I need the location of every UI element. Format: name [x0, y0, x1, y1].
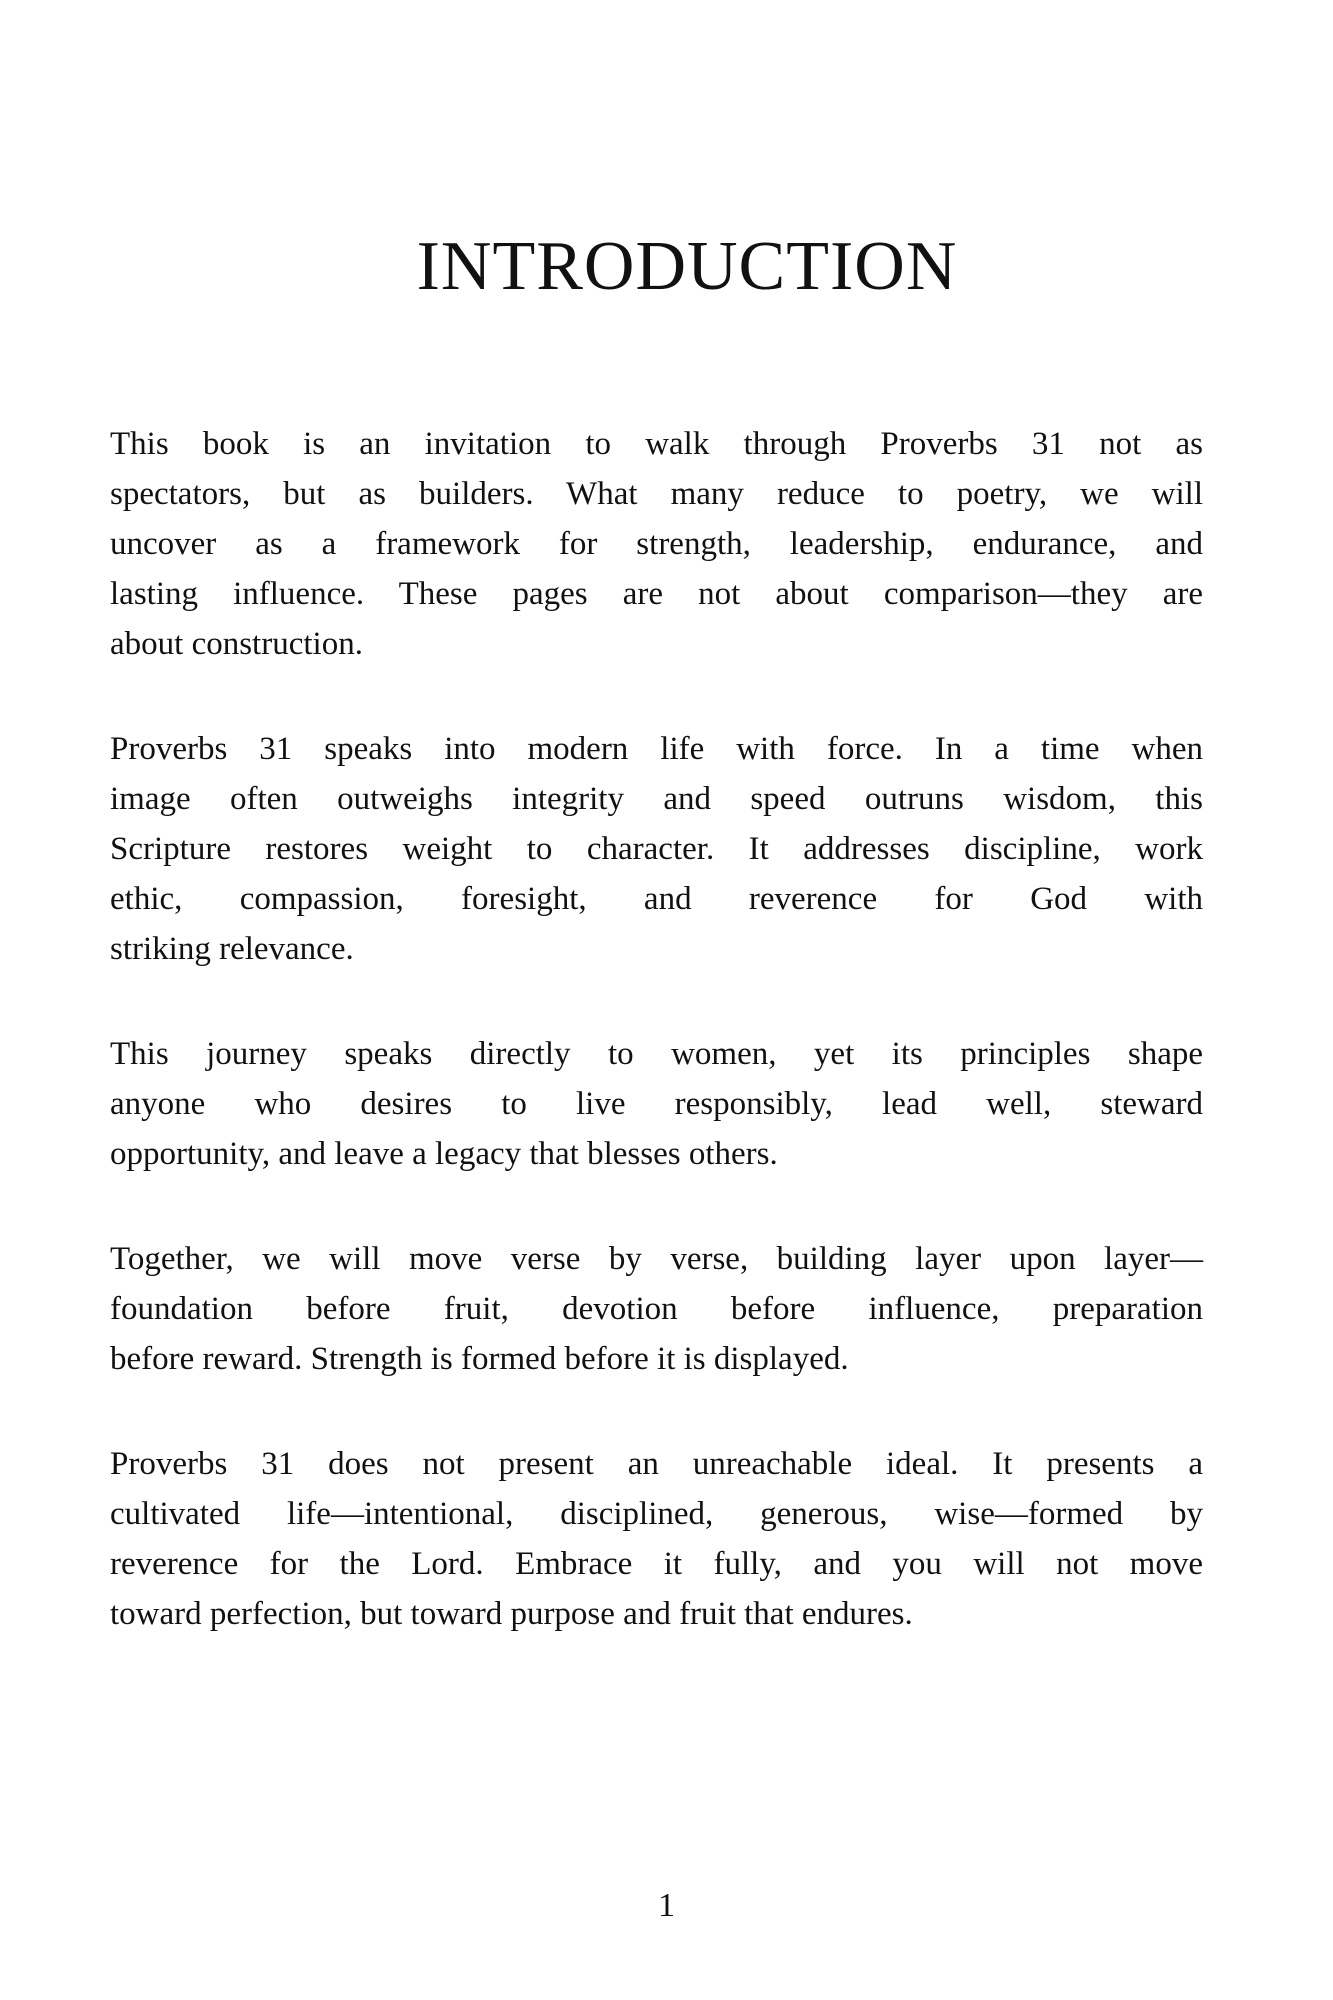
paragraph	[110, 1029, 1203, 1179]
text-line: Proverbs 31 speaks into modern life with force. In a time when	[110, 731, 1203, 767]
text-line: foundation before fruit, devotion before influence, preparation	[110, 1291, 1203, 1327]
text-line: image often outweighs integrity and speed outruns wisdom, this	[110, 781, 1203, 817]
text-line: Together, we will move verse by verse, building layer upon layer—	[110, 1241, 1203, 1277]
page-number: 1	[658, 1887, 675, 1924]
text-line: ethic, compassion, foresight, and reverence for God with	[110, 881, 1203, 917]
text-line: cultivated life—intentional, disciplined, generous, wise—formed by	[110, 1496, 1203, 1532]
paragraph	[110, 419, 1203, 669]
paragraph	[110, 1439, 1203, 1639]
text-line: toward perfection, but toward purpose and fruit that endures.	[110, 1596, 913, 1632]
paragraph	[110, 1234, 1203, 1384]
text-line: uncover as a framework for strength, leadership, endurance, and	[110, 526, 1203, 562]
text-line: This book is an invitation to walk through Proverbs 31 not as	[110, 426, 1203, 462]
body-text	[110, 419, 1203, 1694]
text-line: Scripture restores weight to character. It addresses discipline, work	[110, 831, 1203, 867]
text-line: Proverbs 31 does not present an unreachable ideal. It presents a	[110, 1446, 1203, 1482]
text-line: opportunity, and leave a legacy that blesses others.	[110, 1136, 778, 1172]
chapter-title: INTRODUCTION	[416, 228, 958, 305]
text-line: This journey speaks directly to women, yet its principles shape	[110, 1036, 1203, 1072]
text-line: reverence for the Lord. Embrace it fully, and you will not move	[110, 1546, 1203, 1582]
text-line: striking relevance.	[110, 931, 354, 967]
paragraph	[110, 724, 1203, 974]
text-line: about construction.	[110, 626, 363, 662]
text-line: anyone who desires to live responsibly, lead well, steward	[110, 1086, 1203, 1122]
text-line: before reward. Strength is formed before it is displayed.	[110, 1341, 849, 1377]
text-line: spectators, but as builders. What many reduce to poetry, we will	[110, 476, 1203, 512]
page-footer	[0, 1886, 1333, 1926]
text-line: lasting influence. These pages are not about comparison—they are	[110, 576, 1203, 612]
